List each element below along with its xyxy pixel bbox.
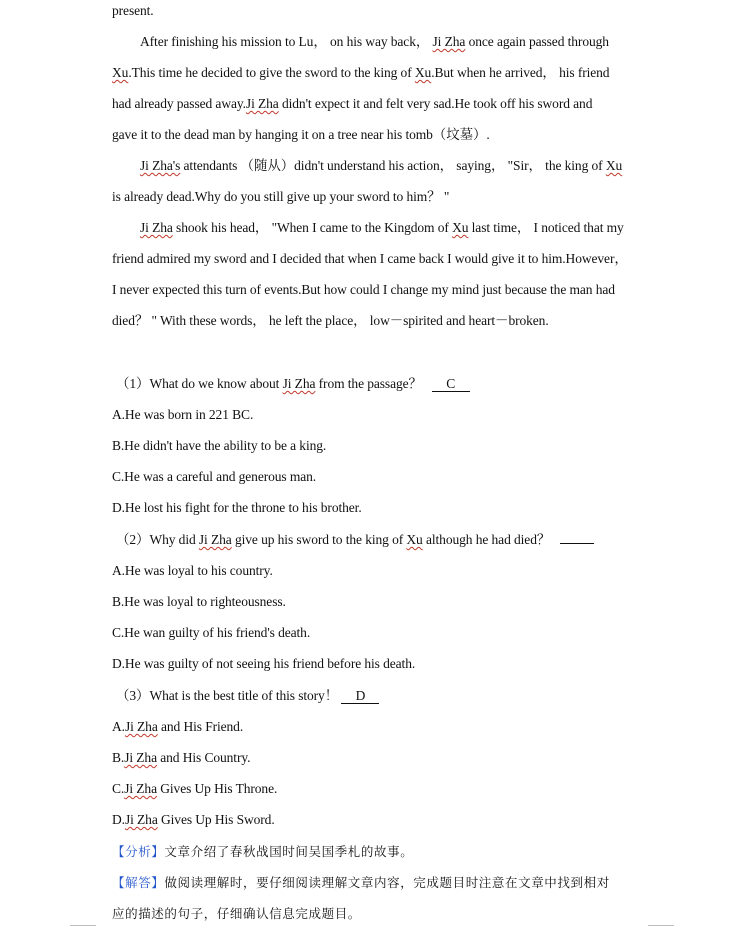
option-item bbox=[112, 594, 286, 610]
margin-mark-left bbox=[70, 925, 96, 926]
answer-blank: D bbox=[341, 689, 379, 704]
passage-line bbox=[140, 158, 622, 174]
text-run: .This time he decided to give the sword to the king of bbox=[128, 65, 415, 80]
option-item bbox=[112, 469, 316, 485]
option-letter: A. bbox=[112, 719, 125, 734]
option-text: B.He was loyal to righteousness. bbox=[112, 594, 286, 609]
option-text: and His Country. bbox=[156, 750, 251, 765]
proper-noun: Ji Zha bbox=[245, 96, 279, 111]
passage-line bbox=[112, 251, 628, 267]
question-3-stem bbox=[116, 688, 379, 704]
option-letter: B. bbox=[112, 750, 125, 765]
option-item bbox=[112, 812, 275, 828]
option-text: D.He was guilty of not seeing his friend before his death. bbox=[112, 656, 416, 671]
proper-noun: Xu bbox=[452, 220, 469, 235]
question-2-stem bbox=[116, 532, 594, 548]
option-letter: D. bbox=[112, 812, 125, 827]
proper-noun: Ji Zha bbox=[124, 719, 158, 734]
option-item bbox=[112, 719, 243, 735]
passage-line bbox=[140, 220, 624, 236]
solution-line bbox=[112, 906, 361, 922]
proper-noun: Xu bbox=[605, 158, 623, 173]
text-run: .But when he arrived， his friend bbox=[431, 65, 610, 80]
option-text: Gives Up His Sword. bbox=[157, 812, 275, 827]
text-run: although he had died？ bbox=[422, 532, 551, 547]
question-1-stem bbox=[116, 376, 470, 392]
option-text: A.He was loyal to his country. bbox=[112, 563, 273, 578]
text-run: After finishing his mission to Lu， on his way back， bbox=[140, 34, 433, 49]
solution-text: 做阅读理解时，要仔细阅读理解文章内容，完成题目时注意在文章中找到相对 bbox=[164, 875, 610, 890]
proper-noun: Ji Zha bbox=[124, 750, 157, 765]
solution-text: 应的描述的句子，仔细确认信息完成题目。 bbox=[112, 906, 361, 921]
passage-line bbox=[112, 96, 592, 112]
text-run: once again passed through bbox=[465, 34, 609, 49]
option-letter: C. bbox=[112, 781, 125, 796]
analysis-text: 文章介绍了春秋战国时间吴国季札的故事。 bbox=[164, 844, 414, 859]
option-text: Gives Up His Throne. bbox=[156, 781, 278, 796]
option-item bbox=[112, 407, 253, 423]
text-run: give up his sword to the king of bbox=[231, 532, 407, 547]
passage-line bbox=[112, 65, 609, 81]
text-run: from the passage？ bbox=[315, 376, 422, 391]
text-run: is already dead.Why do you still give up your sword to him？ " bbox=[112, 189, 450, 204]
option-text: and His Friend. bbox=[157, 719, 244, 734]
passage-line bbox=[140, 34, 609, 50]
proper-noun: Ji Zha bbox=[140, 220, 173, 235]
solution-tag: 【解答】 bbox=[112, 875, 165, 890]
option-text: A.He was born in 221 BC. bbox=[112, 407, 254, 422]
proper-noun: Ji Zha bbox=[198, 532, 232, 547]
proper-noun: Ji Zha bbox=[124, 781, 157, 796]
proper-noun: Ji Zha bbox=[282, 376, 316, 391]
option-item bbox=[112, 781, 277, 797]
proper-noun: Xu bbox=[406, 532, 423, 547]
option-text: C.He was a careful and generous man. bbox=[112, 469, 317, 484]
text-run: shook his head， "When I came to the Kingdom of bbox=[172, 220, 453, 235]
text-run: （2）Why did bbox=[116, 532, 199, 547]
option-text: D.He lost his fight for the throne to his brother. bbox=[112, 500, 362, 515]
option-item bbox=[112, 438, 326, 454]
option-item bbox=[112, 563, 273, 579]
option-text: C.He wan guilty of his friend's death. bbox=[112, 625, 311, 640]
passage-line bbox=[112, 3, 154, 19]
option-item bbox=[112, 656, 415, 672]
text-run: last time， I noticed that my bbox=[468, 220, 624, 235]
text-run: attendants （随从）didn't understand his action， saying， "Sir， the king of bbox=[180, 158, 606, 173]
answer-blank: C bbox=[432, 377, 470, 392]
passage-line bbox=[112, 189, 449, 205]
proper-noun: Ji Zha bbox=[124, 812, 158, 827]
option-item bbox=[112, 625, 310, 641]
text-run: present. bbox=[112, 3, 154, 18]
text-run: didn't expect it and felt very sad.He took off his sword and bbox=[278, 96, 593, 111]
text-run: gave it to the dead man by hanging it on a tree near his tomb（坟墓）. bbox=[112, 127, 490, 142]
solution-line bbox=[112, 875, 610, 891]
option-text: B.He didn't have the ability to be a king. bbox=[112, 438, 327, 453]
text-run: friend admired my sword and I decided that when I came back I would give it to him.However， bbox=[112, 251, 628, 266]
text-run: I never expected this turn of events.But how could I change my mind just because the man had bbox=[112, 282, 615, 297]
text-run: died？ " With these words， he left the place， low－spirited and heart－broken. bbox=[112, 313, 549, 328]
passage-line bbox=[112, 127, 490, 143]
analysis-line bbox=[112, 844, 413, 860]
passage-line bbox=[112, 313, 549, 329]
answer-blank bbox=[560, 543, 594, 544]
text-run: （3）What is the best title of this story！ bbox=[116, 688, 339, 703]
proper-noun: Ji Zha's bbox=[140, 158, 181, 173]
analysis-tag: 【分析】 bbox=[112, 844, 165, 859]
option-item bbox=[112, 750, 250, 766]
option-item bbox=[112, 500, 362, 516]
proper-noun: Xu bbox=[112, 65, 129, 80]
text-run: （1）What do we know about bbox=[116, 376, 283, 391]
text-run: had already passed away. bbox=[112, 96, 246, 111]
margin-mark-right bbox=[648, 925, 674, 926]
proper-noun: Ji Zha bbox=[432, 34, 466, 49]
proper-noun: Xu bbox=[414, 65, 432, 80]
passage-line bbox=[112, 282, 615, 298]
